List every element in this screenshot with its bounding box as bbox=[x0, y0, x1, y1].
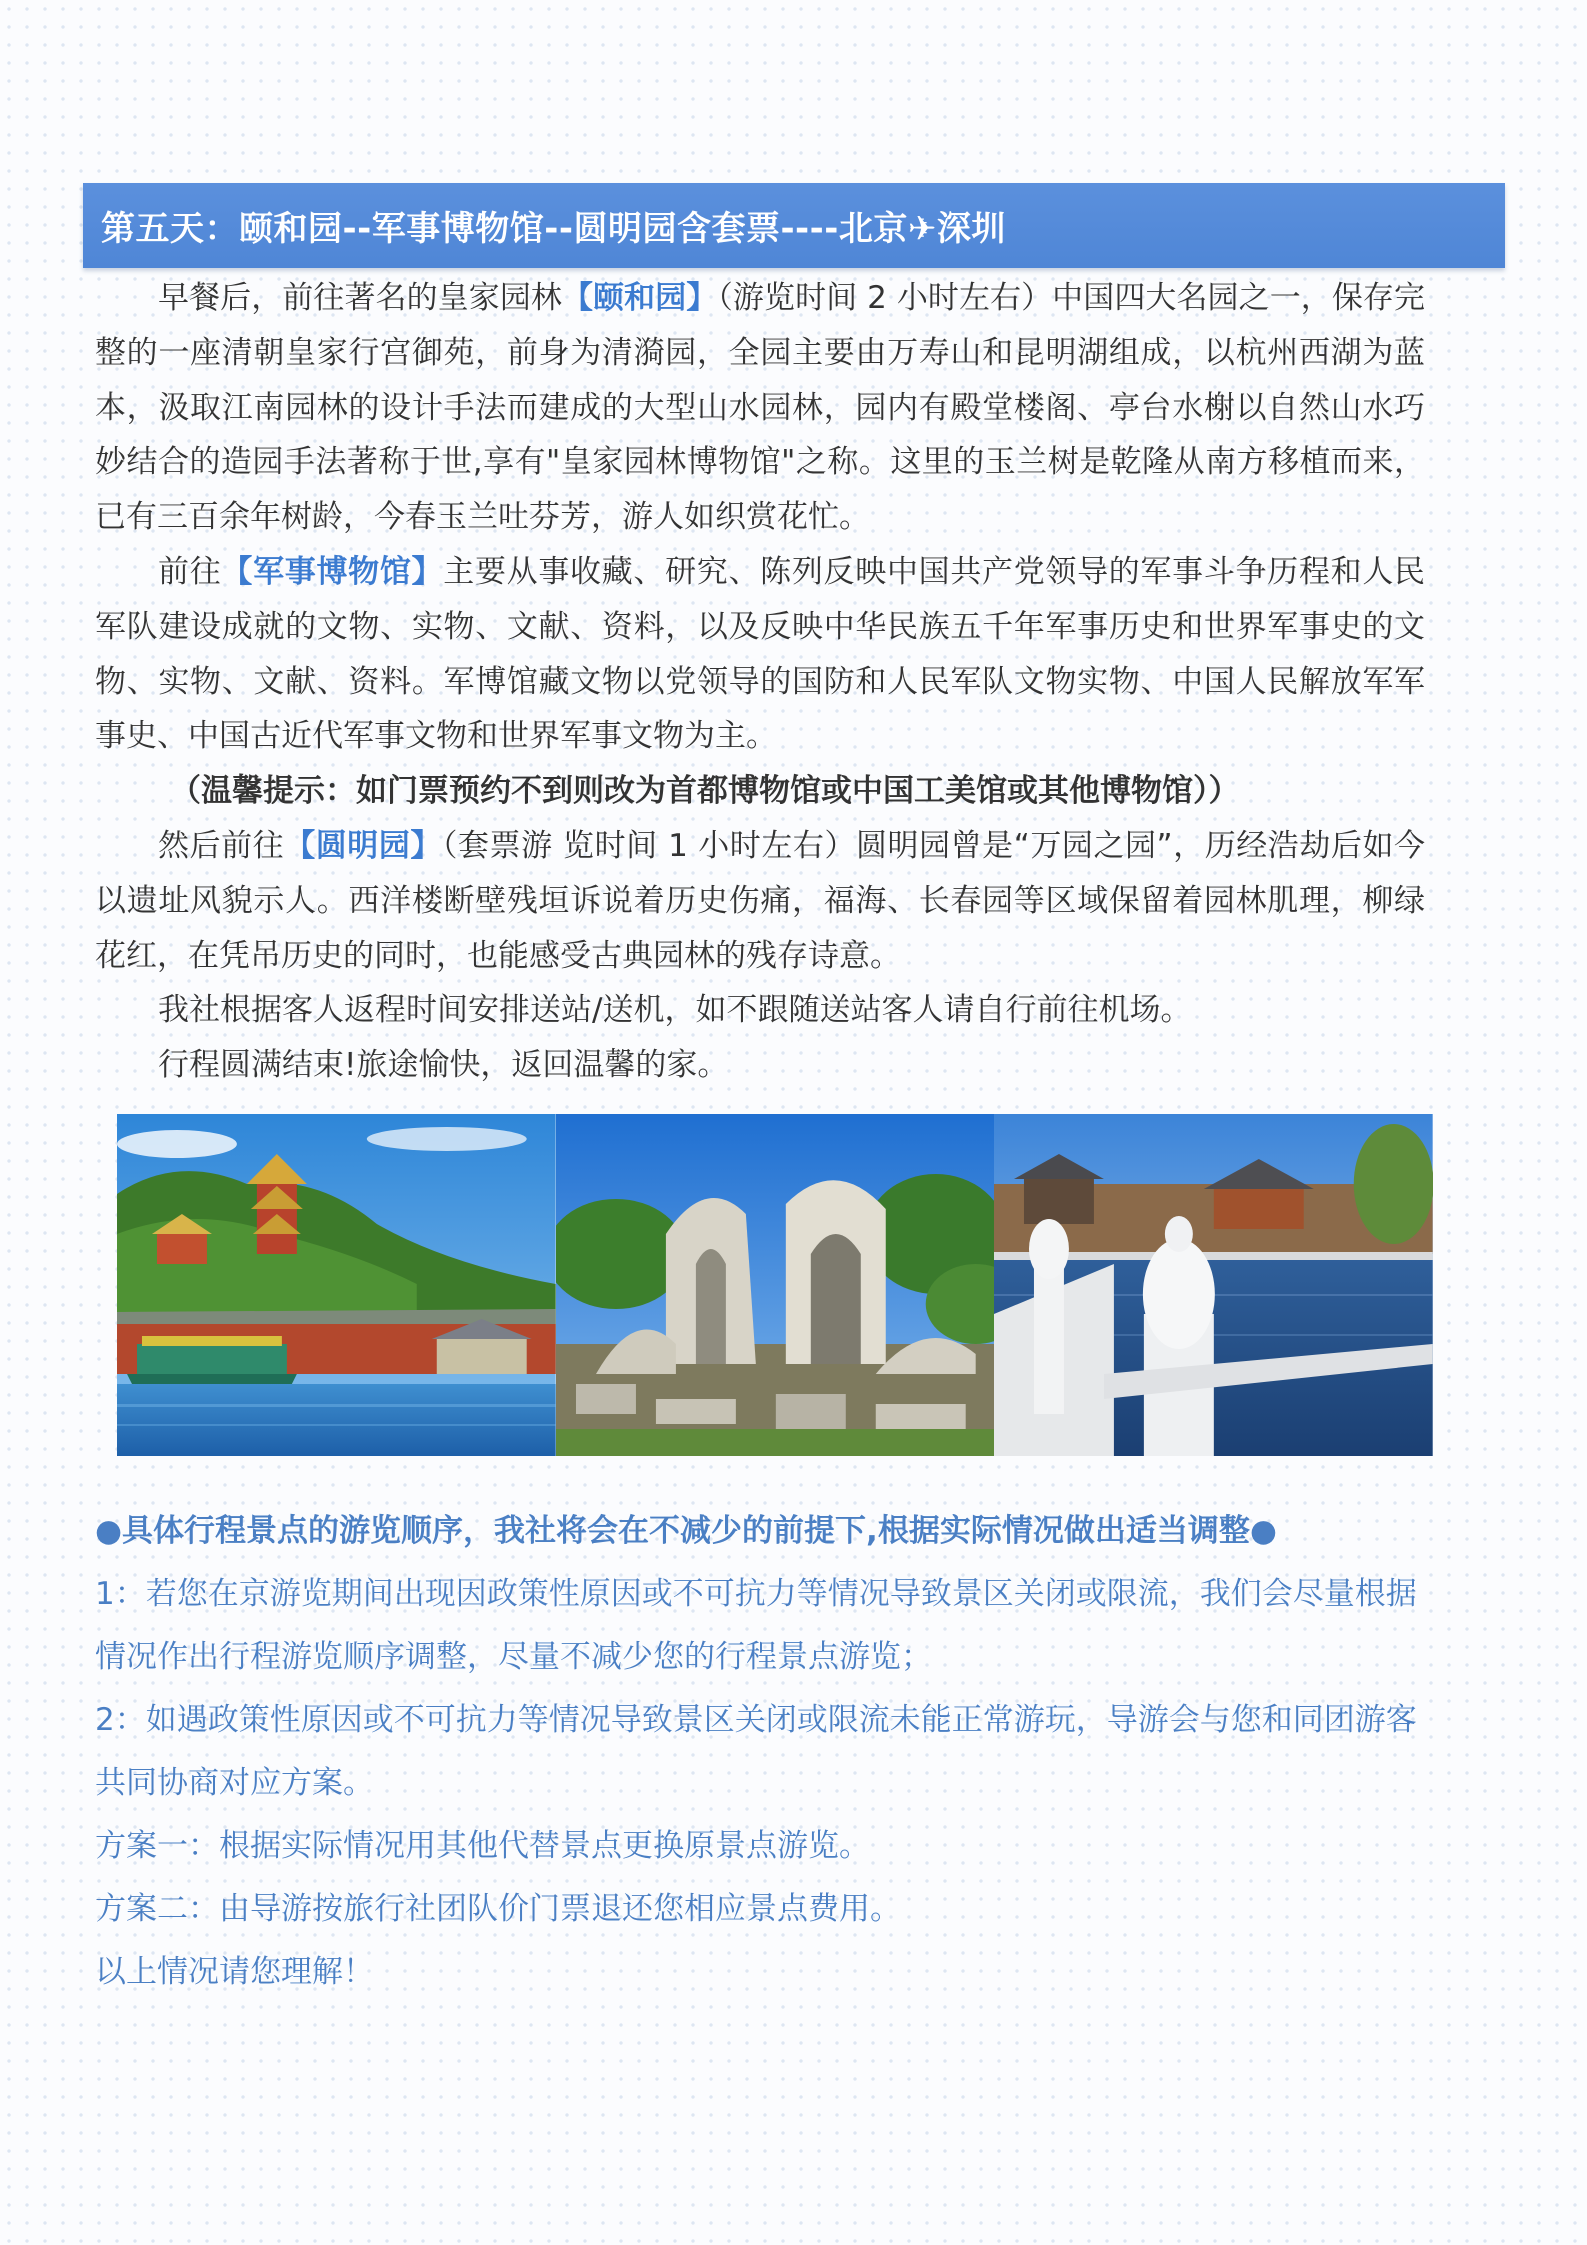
itinerary-body bbox=[95, 271, 1425, 1093]
yuanmingyuan-highlight: 【圆明园】 bbox=[284, 827, 442, 864]
transfer-paragraph: 我社根据客人返程时间安排送站/送机，如不跟随送站客人请自行前往机场。 bbox=[158, 992, 1192, 1029]
note-item-plan-1: 方案一：根据实际情况用其他代替景点更换原景点游览。 bbox=[95, 1828, 870, 1864]
note-item-plan-2: 方案二：由导游按旅行社团队价门票退还您相应景点费用。 bbox=[95, 1891, 901, 1927]
day-title: 第五天：颐和园--军事博物馆--圆明园含套票----北京✈深圳 bbox=[101, 209, 1006, 249]
paragraph-text: 前往 bbox=[158, 553, 222, 590]
lake-bridge-photo bbox=[994, 1114, 1433, 1456]
summer-palace-photo bbox=[117, 1114, 556, 1456]
photo-strip bbox=[117, 1114, 1433, 1456]
paragraph-text: （套票游 览时间 1 小时左右）圆明园曾是“万园之园”，历经浩劫后如今以遗址风貌示人。西洋楼断壁残垣诉说着历史伤痛，福海、长春园等区域保留着园林肌理，柳绿花红，在凭吊历史的同时，也能感受古典园林的残存诗意。 bbox=[95, 827, 1426, 974]
notes-title: ●具体行程景点的游览顺序，我社将会在不减少的前提下,根据实际情况做出适当调整● bbox=[95, 1513, 1277, 1549]
yuanmingyuan-paragraph bbox=[95, 819, 1425, 983]
military-museum-paragraph bbox=[95, 545, 1425, 764]
paragraph-text: 早餐后，前往著名的皇家园林 bbox=[158, 280, 562, 316]
itinerary-notes bbox=[95, 1500, 1435, 2004]
paragraph-text: 然后前往 bbox=[158, 827, 285, 864]
summer-palace-highlight: 【颐和园】 bbox=[561, 280, 718, 316]
paragraph-text: （游览时间 2 小时左右）中国四大名园之一，保存完整的一座清朝皇家行宫御苑，前身为清漪园，全园主要由万寿山和昆明湖组成，以杭州西湖为蓝本，汲取江南园林的设计手法而建成的大型山水园林，园内有殿堂楼阁、亭台水榭以自然山水巧妙结合的造园手法著称于世,享有"皇家园林博物馆"之称。这里的玉兰树是乾隆从南方移植而来，已有三百余年树龄，今春玉兰吐芬芳，游人如织赏花忙。 bbox=[95, 280, 1426, 536]
closing-paragraph: 行程圆满结束!旅途愉快，返回温馨的家。 bbox=[158, 1047, 729, 1084]
military-museum-highlight: 【军事博物馆】 bbox=[221, 553, 444, 590]
paragraph-text: 主要从事收藏、研究、陈列反映中国共产党领导的军事斗争历程和人民军队建设成就的文物、实物、文献、资料，以及反映中华民族五千年军事历史和世界军事史的文物、实物、文献、资料。军博馆藏文物以党领导的国防和人民军队文物实物、中国人民解放军军事史、中国古近代军事文物和世界军事文物为主。 bbox=[95, 553, 1426, 755]
summer-palace-paragraph bbox=[95, 271, 1425, 545]
note-item-1: 1：若您在京游览期间出现因政策性原因或不可抗力等情况导致景区关闭或限流，我们会尽量根据情况作出行程游览顺序调整，尽量不减少您的行程景点游览； bbox=[95, 1576, 1417, 1675]
note-item-closing: 以上情况请您理解！ bbox=[95, 1954, 374, 1990]
reminder-tip: （温馨提示：如门票预约不到则改为首都博物馆或中国工美馆或其他博物馆）） bbox=[170, 773, 1240, 810]
day-header-banner bbox=[83, 183, 1505, 268]
yuanmingyuan-ruins-photo bbox=[556, 1114, 995, 1456]
note-item-2: 2：如遇政策性原因或不可抗力等情况导致景区关闭或限流未能正常游玩，导游会与您和同团游客共同协商对应方案。 bbox=[95, 1702, 1417, 1801]
